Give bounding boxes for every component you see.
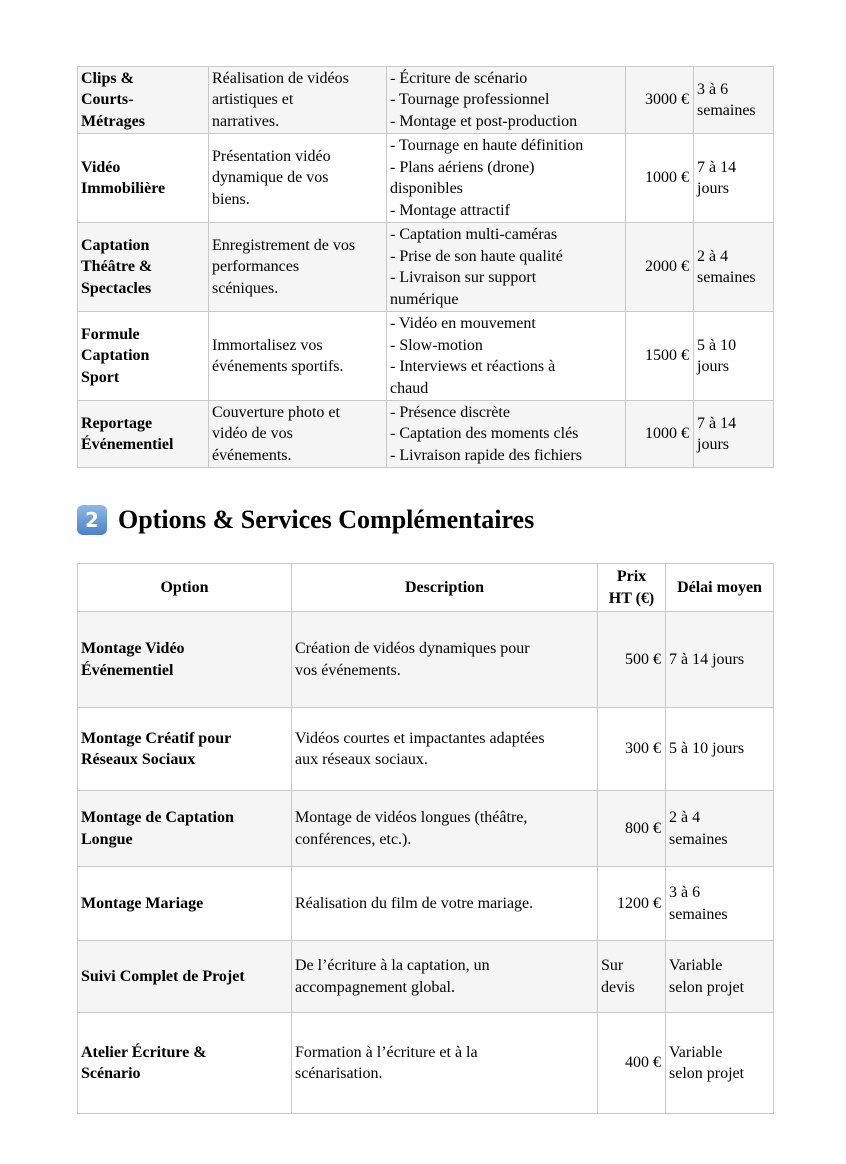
table-row xyxy=(78,401,774,468)
service-name-cell: Clips & Courts- Métrages xyxy=(78,67,209,134)
option-name-cell: Montage Mariage xyxy=(78,867,292,941)
service-price-cell: 1000 € xyxy=(626,134,694,223)
option-delay-cell: Variable selon projet xyxy=(666,941,774,1013)
service-details-cell: - Tournage en haute définition - Plans aériens (drone) disponibles - Montage attractif xyxy=(387,134,626,223)
service-name-cell: Formule Captation Sport xyxy=(78,312,209,401)
service-details-cell: - Vidéo en mouvement - Slow-motion - Interviews et réactions à chaud xyxy=(387,312,626,401)
section-heading xyxy=(77,502,534,538)
option-name-cell: Atelier Écriture & Scénario xyxy=(78,1013,292,1114)
table-row xyxy=(78,791,774,867)
option-delay-cell: 7 à 14 jours xyxy=(666,612,774,708)
section-title: Options & Services Complémentaires xyxy=(118,505,535,534)
option-price-cell: 800 € xyxy=(598,791,666,867)
service-price-cell: 3000 € xyxy=(626,67,694,134)
header-option: Option xyxy=(78,564,292,612)
table-row xyxy=(78,312,774,401)
service-name-cell: Reportage Événementiel xyxy=(78,401,209,468)
option-description-cell: De l’écriture à la captation, un accompagnement global. xyxy=(292,941,598,1013)
header-price: Prix HT (€) xyxy=(598,564,666,612)
keycap-2-icon: 2 xyxy=(77,505,107,535)
option-description-cell: Création de vidéos dynamiques pour vos événements. xyxy=(292,612,598,708)
option-price-cell: 1200 € xyxy=(598,867,666,941)
service-duration-cell: 5 à 10 jours xyxy=(694,312,774,401)
table-row xyxy=(78,1013,774,1114)
service-price-cell: 2000 € xyxy=(626,223,694,312)
table-row xyxy=(78,134,774,223)
service-name-cell: Vidéo Immobilière xyxy=(78,134,209,223)
service-description-cell: Présentation vidéo dynamique de vos biens. xyxy=(209,134,387,223)
service-details-cell: - Captation multi-caméras - Prise de son haute qualité - Livraison sur support numérique xyxy=(387,223,626,312)
option-delay-cell: Variable selon projet xyxy=(666,1013,774,1114)
option-name-cell: Montage Vidéo Événementiel xyxy=(78,612,292,708)
table-header-row xyxy=(78,564,774,612)
option-price-cell: 300 € xyxy=(598,708,666,791)
option-price-cell: Sur devis xyxy=(598,941,666,1013)
service-duration-cell: 2 à 4 semaines xyxy=(694,223,774,312)
option-description-cell: Vidéos courtes et impactantes adaptées aux réseaux sociaux. xyxy=(292,708,598,791)
service-details-cell: - Écriture de scénario - Tournage professionnel - Montage et post-production xyxy=(387,67,626,134)
options-table xyxy=(77,563,774,1114)
table-row xyxy=(78,612,774,708)
service-price-cell: 1000 € xyxy=(626,401,694,468)
services-table xyxy=(77,66,774,468)
option-description-cell: Formation à l’écriture et à la scénarisation. xyxy=(292,1013,598,1114)
service-duration-cell: 7 à 14 jours xyxy=(694,401,774,468)
option-delay-cell: 5 à 10 jours xyxy=(666,708,774,791)
service-duration-cell: 7 à 14 jours xyxy=(694,134,774,223)
service-name-cell: Captation Théâtre & Spectacles xyxy=(78,223,209,312)
option-price-cell: 400 € xyxy=(598,1013,666,1114)
option-delay-cell: 2 à 4 semaines xyxy=(666,791,774,867)
option-name-cell: Suivi Complet de Projet xyxy=(78,941,292,1013)
table-row xyxy=(78,941,774,1013)
option-name-cell: Montage de Captation Longue xyxy=(78,791,292,867)
service-description-cell: Enregistrement de vos performances scéniques. xyxy=(209,223,387,312)
table-row xyxy=(78,867,774,941)
table-row xyxy=(78,67,774,134)
service-description-cell: Immortalisez vos événements sportifs. xyxy=(209,312,387,401)
table-row xyxy=(78,708,774,791)
header-description: Description xyxy=(292,564,598,612)
option-description-cell: Montage de vidéos longues (théâtre, conférences, etc.). xyxy=(292,791,598,867)
option-description-cell: Réalisation du film de votre mariage. xyxy=(292,867,598,941)
option-price-cell: 500 € xyxy=(598,612,666,708)
service-price-cell: 1500 € xyxy=(626,312,694,401)
service-details-cell: - Présence discrète - Captation des moments clés - Livraison rapide des fichiers xyxy=(387,401,626,468)
option-delay-cell: 3 à 6 semaines xyxy=(666,867,774,941)
option-name-cell: Montage Créatif pour Réseaux Sociaux xyxy=(78,708,292,791)
header-delay: Délai moyen xyxy=(666,564,774,612)
service-description-cell: Couverture photo et vidéo de vos événements. xyxy=(209,401,387,468)
table-row xyxy=(78,223,774,312)
service-duration-cell: 3 à 6 semaines xyxy=(694,67,774,134)
service-description-cell: Réalisation de vidéos artistiques et narratives. xyxy=(209,67,387,134)
